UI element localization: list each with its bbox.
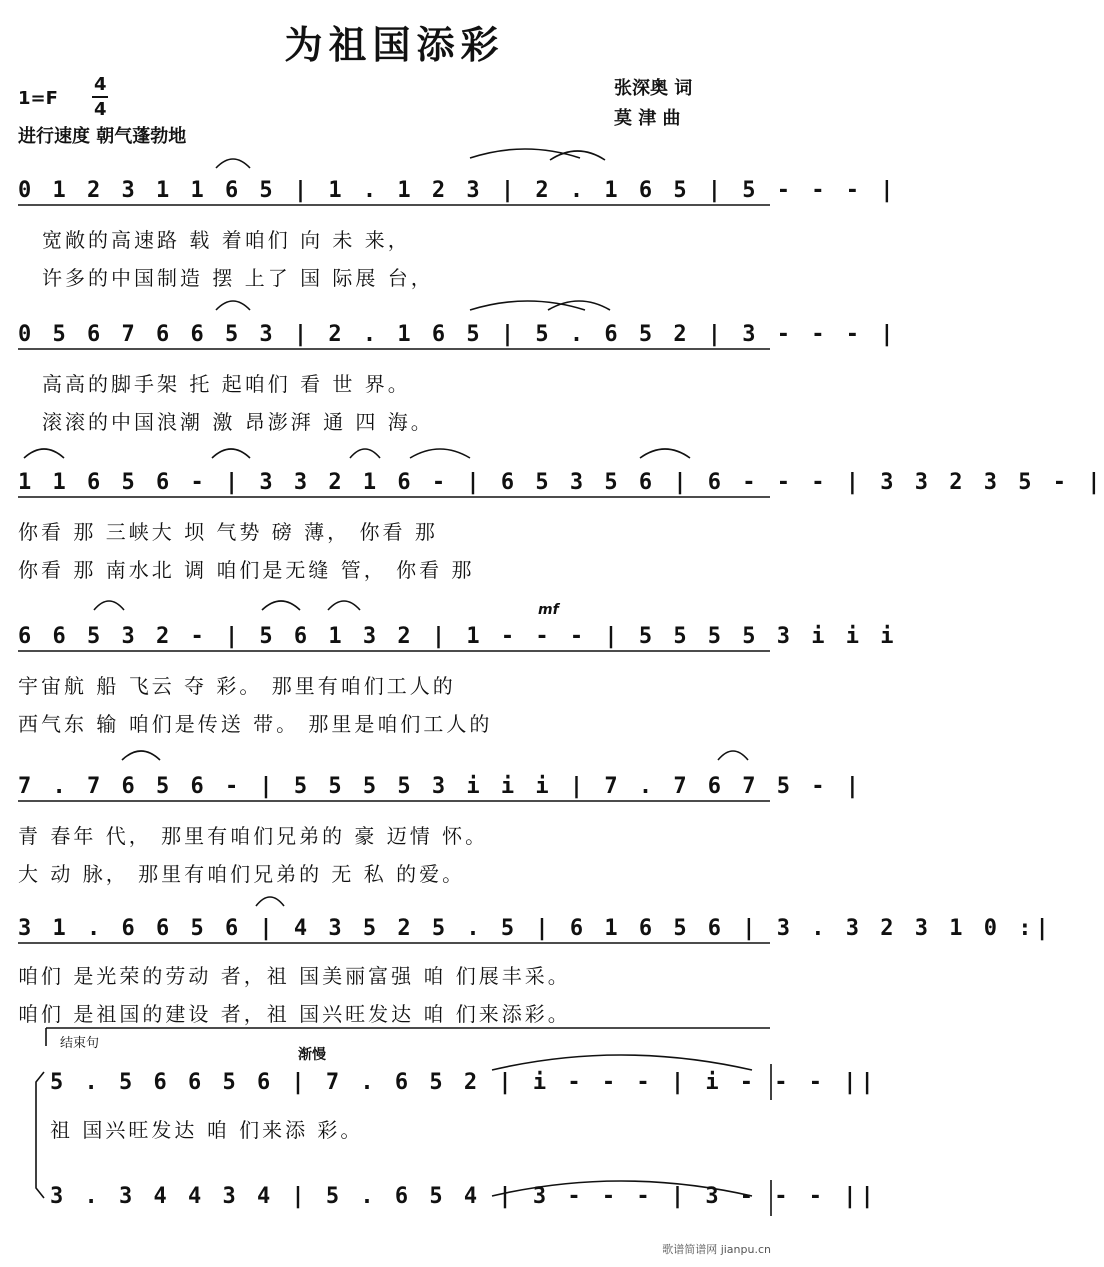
ending-lower-notation: 3 . 3 4 4 3 4 | 5 . 6 5 4 | 3 - - - | 3 - - - || bbox=[50, 1184, 878, 1209]
composer-credit: 莫 津 曲 bbox=[614, 108, 681, 129]
ending-upper-notation: 5 . 5 6 6 5 6 | 7 . 6 5 2 | i - - - | i - - - || bbox=[50, 1070, 878, 1095]
lyrics-row-5-verse-2: 大 动 脉， 那里有咱们兄弟的 无 私 的爱。 bbox=[18, 862, 466, 886]
lyrics-row-4-verse-2: 西气东 输 咱们是传送 带。 那里是咱们工人的 bbox=[18, 712, 493, 736]
notation-row-4: 6 6 5 3 2 - | 5 6 1 3 2 | 1 - - - | 5 5 5 5 3 i i i bbox=[18, 624, 898, 649]
slur-8 bbox=[212, 449, 250, 458]
lyrics-row-1-verse-2: 许多的中国制造 摆 上了 国 际展 台， bbox=[42, 266, 434, 290]
watermark: 歌谱简谱网 jianpu.cn bbox=[662, 1243, 771, 1256]
ritardando-marking: 渐慢 bbox=[298, 1047, 326, 1063]
lyrics-row-5-verse-1: 青 春年 代， 那里有咱们兄弟的 豪 迈情 怀。 bbox=[18, 824, 489, 848]
time-signature-bottom: 4 bbox=[94, 99, 107, 120]
notation-row-5: 7 . 7 6 5 6 - | 5 5 5 5 3 i i i | 7 . 7 6 7 5 - | bbox=[18, 774, 864, 799]
lyrics-row-6-verse-1: 咱们 是光荣的劳动 者，祖 国美丽富强 咱 们展丰采。 bbox=[18, 964, 571, 988]
time-signature-top: 4 bbox=[94, 74, 107, 95]
lyrics-row-1-verse-1: 宽敞的高速路 载 着咱们 向 未 来， bbox=[42, 228, 411, 252]
ending-tie-upper bbox=[492, 1055, 752, 1070]
lyrics-row-3-verse-1: 你看 那 三峡大 坝 气势 磅 薄， 你看 那 bbox=[18, 520, 438, 544]
tempo-marking: 进行速度 朝气蓬勃地 bbox=[18, 126, 187, 147]
notation-row-3: 1 1 6 5 6 - | 3 3 2 1 6 - | 6 5 3 5 6 | 6 - - - | 3 3 2 3 5 - | bbox=[18, 470, 1104, 495]
ending-label: 结束句 bbox=[60, 1036, 100, 1051]
slur-16 bbox=[718, 751, 748, 760]
key-signature: 1=F bbox=[18, 88, 58, 109]
slur-14 bbox=[328, 601, 360, 610]
slur-4 bbox=[216, 301, 250, 310]
slur-17 bbox=[256, 897, 284, 906]
notation-row-6: 3 1 . 6 6 5 6 | 4 3 5 2 5 . 5 | 6 1 6 5 6 | 3 . 3 2 3 1 0 :| bbox=[18, 916, 1053, 941]
lyrics-row-4-verse-1: 宇宙航 船 飞云 夺 彩。 那里有咱们工人的 bbox=[18, 674, 456, 698]
slur-10 bbox=[410, 449, 470, 458]
slur-9 bbox=[350, 449, 380, 458]
dynamic-mf: mf bbox=[538, 602, 559, 618]
lyrics-row-2-verse-2: 滚滚的中国浪潮 激 昂澎湃 通 四 海。 bbox=[42, 410, 434, 434]
slur-1 bbox=[216, 159, 250, 168]
lyrics-row-3-verse-2: 你看 那 南水北 调 咱们是无缝 管， 你看 那 bbox=[18, 558, 475, 582]
system-brace bbox=[36, 1072, 44, 1198]
slur-12 bbox=[94, 601, 124, 610]
slur-11 bbox=[640, 449, 690, 458]
notation-row-1: 0 1 2 3 1 1 6 5 | 1 . 1 2 3 | 2 . 1 6 5 | 5 - - - | bbox=[18, 178, 898, 203]
slur-13 bbox=[262, 601, 300, 610]
lyrics-row-6-verse-2: 咱们 是祖国的建设 者，祖 国兴旺发达 咱 们来添彩。 bbox=[18, 1002, 571, 1026]
ending-tie-lower bbox=[492, 1181, 752, 1196]
lyrics-row-2-verse-1: 高高的脚手架 托 起咱们 看 世 界。 bbox=[42, 372, 411, 396]
notation-row-2: 0 5 6 7 6 6 5 3 | 2 . 1 6 5 | 5 . 6 5 2 | 3 - - - | bbox=[18, 322, 898, 347]
slur-15 bbox=[122, 751, 160, 760]
ending-lyrics: 祖 国兴旺发达 咱 们来添 彩。 bbox=[50, 1118, 364, 1142]
slur-7 bbox=[24, 449, 64, 458]
lyricist-credit: 张深奥 词 bbox=[614, 78, 693, 99]
song-title: 为祖国添彩 bbox=[284, 23, 505, 67]
